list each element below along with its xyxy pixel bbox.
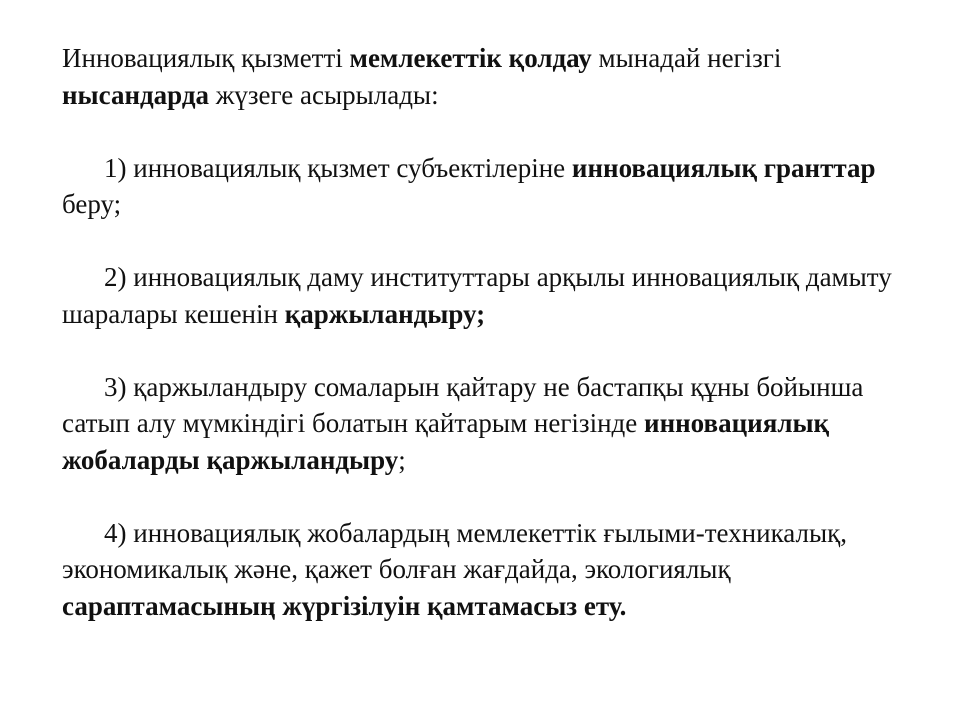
list-item-3 xyxy=(62,369,912,479)
text-run: беру; xyxy=(62,189,122,219)
text-run: 1) инновациялық қызмет субъектілеріне xyxy=(104,152,572,183)
body-text xyxy=(62,40,912,624)
text-run: ; xyxy=(398,444,406,475)
text-run: мынадай негізгі xyxy=(591,43,782,73)
list-item-4 xyxy=(62,515,912,625)
text-run-bold: мемлекеттік қолдау xyxy=(349,43,592,73)
list-item-1 xyxy=(62,150,912,223)
text-run-bold: инновациялық гранттар xyxy=(571,152,876,183)
text-run-bold: нысандарда xyxy=(62,79,209,110)
text-run: 4) инновациялық жобалардың мемлекеттік ғылыми-техникалық, экономикалық және, қажет болған жағдайда, экологиялық xyxy=(62,517,847,584)
intro-paragraph xyxy=(62,40,912,113)
text-run: Инновациялық қызметті xyxy=(62,43,350,73)
text-run-bold: сараптамасының жүргізілуін қамтамасыз ету. xyxy=(62,590,627,621)
list-item-2 xyxy=(62,259,912,332)
text-run: 2) инновациялық даму институттары арқылы инновациялық дамыту шаралары кешенін xyxy=(62,262,892,329)
text-run-bold: қаржыландыру; xyxy=(284,298,486,329)
text-run-bold: инновациялық жобаларды қаржыландыру xyxy=(62,408,830,475)
text-run: жүзеге асырылады: xyxy=(208,79,439,110)
text-run: 3) қаржыландыру сомаларын қайтару не бастапқы құны бойынша сатып алу мүмкіндігі болатын қайтарым негізінде xyxy=(62,371,864,438)
